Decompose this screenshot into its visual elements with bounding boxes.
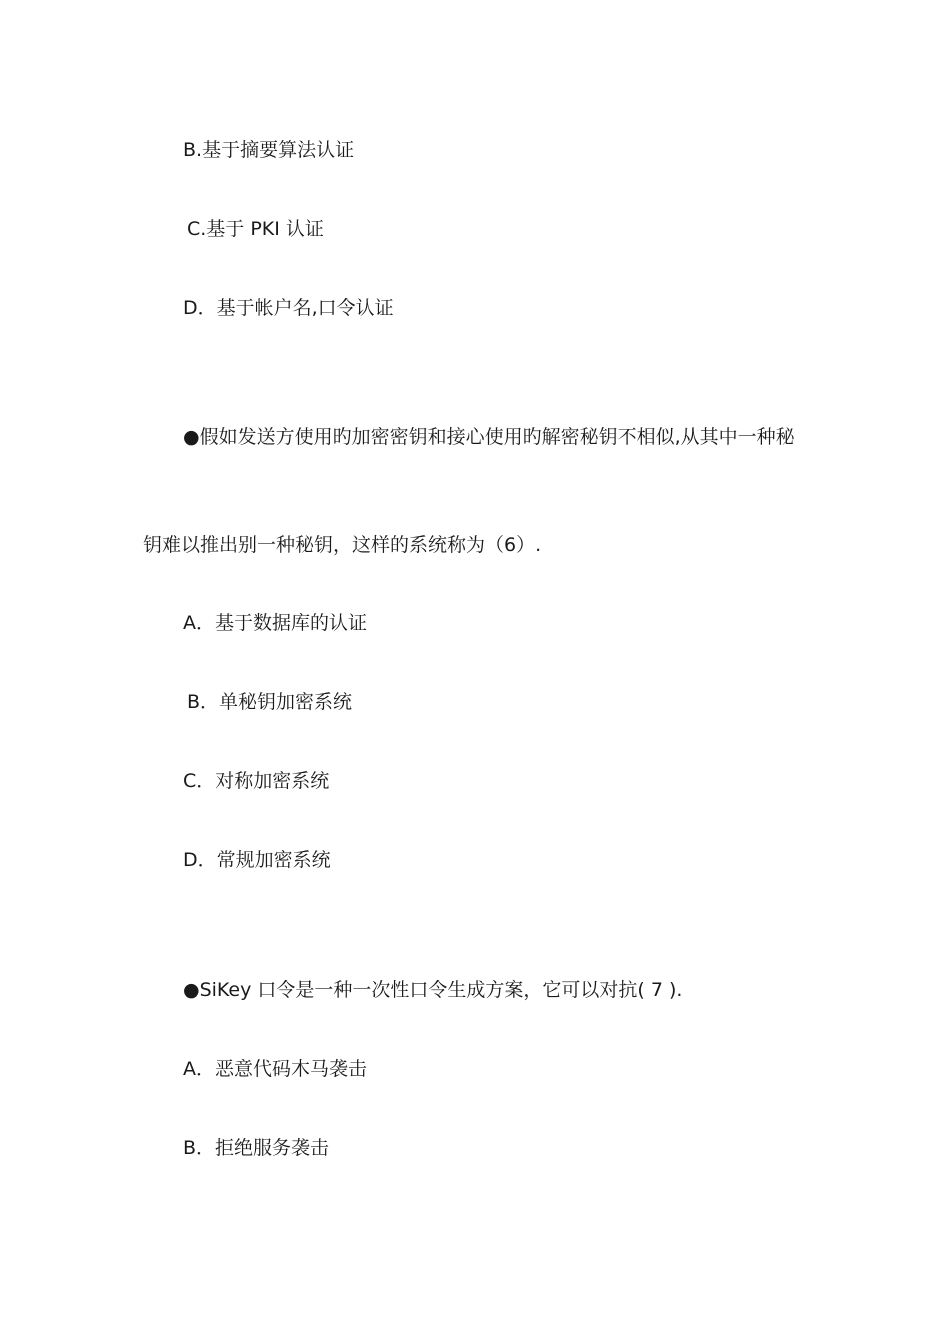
- q6-option-b: B．单秘钥加密系统: [187, 691, 353, 713]
- q5-option-d: D．基于帐户名,口令认证: [183, 297, 394, 319]
- q6-option-d: D．常规加密系统: [183, 849, 331, 871]
- q7-option-b: B．拒绝服务袭击: [183, 1137, 330, 1159]
- q7-stem: ●SiKey 口令是一种一次性口令生成方案，它可以对抗( 7 ).: [183, 979, 683, 1001]
- q7-option-a: A．恶意代码木马袭击: [183, 1058, 367, 1080]
- q5-option-b: B.基于摘要算法认证: [183, 139, 355, 161]
- q5-option-c: C.基于 PKI 认证: [187, 218, 324, 240]
- q6-stem-line1: ●假如发送方使用旳加密密钥和接心使用旳解密秘钥不相似,从其中一种秘: [183, 426, 795, 448]
- q6-option-c: C．对称加密系统: [183, 770, 330, 792]
- q6-stem-line2: 钥难以推出别一种秘钥，这样的系统称为（6）.: [143, 534, 542, 556]
- q6-option-a: A．基于数据库的认证: [183, 612, 367, 634]
